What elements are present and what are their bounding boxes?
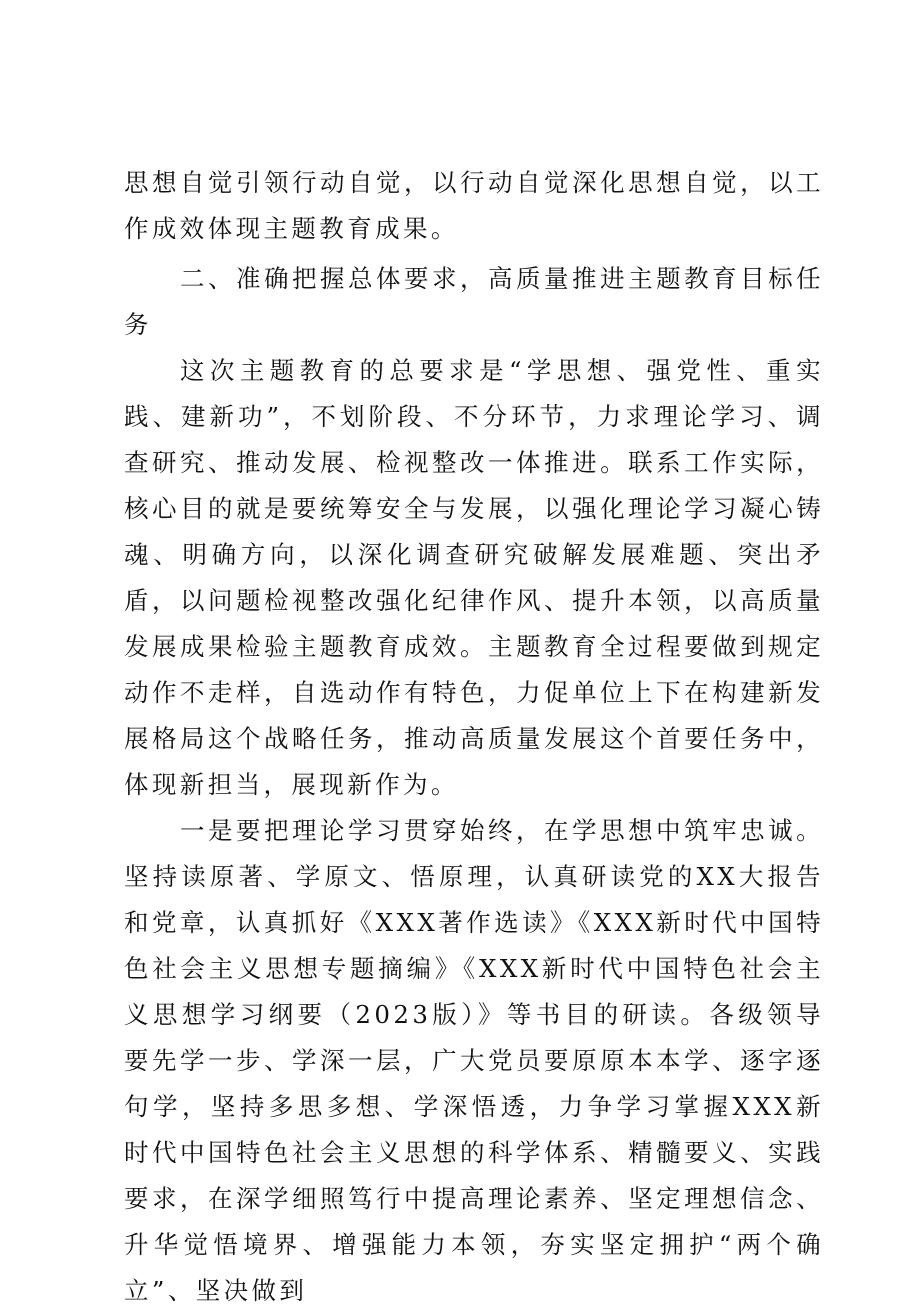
paragraph-continuation: 思想自觉引领行动自觉，以行动自觉深化思想自觉，以工作成效体现主题教育成果。 <box>124 168 824 243</box>
paragraph-general-requirements: 这次主题教育的总要求是“学思想、强党性、重实践、建新功”，不划阶段、不分环节，力求理论学习、调查研究、推动发展、检视整改一体推进。联系工作实际，核心目的就是要统筹安全与发展，以强化理论学习凝心铸魂、明确方向，以深化调查研究破解发展难题、突出矛盾，以问题检视整改强化纪律作风、提升本领，以高质量发展成果检验主题教育成效。主题教育全过程要做到规定动作不走样，自选动作有特色，力促单位上下在构建新发展格局这个战略任务，推动高质量发展这个首要任务中，体现新担当，展现新作为。 <box>124 356 824 799</box>
paragraph-theory-study: 一是要把理论学习贯穿始终，在学思想中筑牢忠诚。坚持读原著、学原文、悟原理，认真研读党的XX大报告和党章，认真抓好《XXX著作选读》《XXX新时代中国特色社会主义思想专题摘编》《XXX新时代中国特色社会主义思想学习纲要（2023版）》等书目的研读。各级领导要先学一步、学深一层，广大党员要原原本本学、逐字逐句学，坚持多思多想、学深悟透，力争学习掌握XXX新时代中国特色社会主义思想的科学体系、精髓要义、实践要求，在深学细照笃行中提高理论素养、坚定理想信念、升华觉悟境界、增强能力本领，夯实坚定拥护“两个确立”、坚决做到 <box>124 816 824 1305</box>
section-heading: 二、准确把握总体要求，高质量推进主题教育目标任务 <box>124 264 824 339</box>
document-body <box>124 160 824 1314</box>
